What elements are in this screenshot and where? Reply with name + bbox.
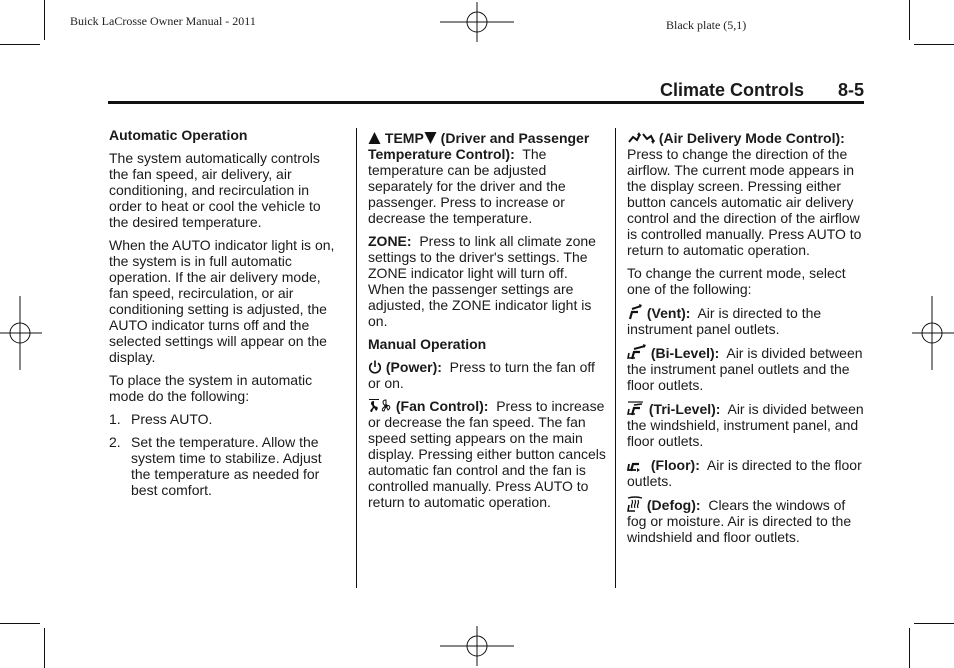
mode-up-icon (627, 131, 641, 145)
automatic-operation-heading: Automatic Operation (109, 127, 248, 143)
column-divider (615, 128, 616, 588)
temp-label: TEMP (384, 130, 424, 146)
fan-title: (Fan Control): (395, 398, 489, 414)
section-title: Climate Controls (659, 80, 804, 100)
crop-mark (0, 623, 40, 624)
list-number: 2. (109, 434, 121, 450)
vent-paragraph (627, 304, 865, 337)
power-paragraph (368, 359, 608, 391)
crop-mark (914, 44, 954, 45)
defog-title: (Defog): (646, 497, 701, 513)
header-rule (108, 101, 864, 104)
mode-title: (Air Delivery Mode Control): (658, 130, 845, 146)
trilevel-text: Air is divided between the windshield, instrument panel, and floor outlets. (627, 401, 864, 449)
fan-low-icon (380, 399, 392, 413)
bilevel-mode-icon (627, 344, 647, 360)
floor-title: (Floor): (650, 457, 700, 473)
temp-control-title: (Driver and Passenger Temperature Control): (368, 130, 590, 162)
paragraph: The system automatically controls the fan speed, air delivery, air conditioning, and recirculation in order to heat or cool the vehicle to the desired temperature. (109, 150, 321, 230)
list-item (109, 411, 339, 427)
paragraph: When the AUTO indicator light is on, the system is in full automatic operation. If the air delivery mode, fan speed, recirculation, or air conditioning setting is adjusted, the AUTO indicator turns off and the selected settings will appear on the display. (109, 237, 335, 365)
crop-mark (0, 44, 40, 45)
crop-mark (44, 628, 45, 668)
manual-title-meta: Buick LaCrosse Owner Manual - 2011 (70, 14, 256, 28)
defog-mode-icon (627, 496, 643, 512)
fan-text: Press to increase or decrease the fan speed. The fan speed setting appears on the main display. Pressing either button cancels automatic fan control and the fan is controlled manually. Press AUTO to return to automatic operation. (368, 398, 606, 510)
registration-mark-icon (440, 626, 514, 666)
vent-title: (Vent): (646, 305, 691, 321)
mode-down-icon (641, 131, 655, 145)
registration-mark-icon (912, 296, 954, 370)
power-text: Press to turn the fan off or on. (368, 359, 595, 391)
column-air-delivery (627, 130, 865, 552)
bilevel-paragraph (627, 344, 865, 393)
fan-paragraph (368, 398, 608, 510)
zone-text: Press to link all climate zone settings to the driver's settings. The ZONE indicator light will turn off. When the passenger settings are adjusted, the ZONE indicator light is on. (368, 233, 596, 329)
defog-text: Clears the windows of fog or moisture. Air is directed to the windshield and floor outlets. (627, 497, 852, 545)
zone-title: ZONE: (368, 233, 412, 249)
zone-paragraph (368, 233, 608, 329)
page-number: 8-5 (837, 80, 864, 100)
fan-high-icon (368, 399, 380, 413)
crop-mark (914, 623, 954, 624)
column-automatic-operation (109, 127, 339, 505)
plate-info-meta: Black plate (5,1) (666, 18, 747, 32)
floor-mode-icon (627, 456, 647, 472)
paragraph: To place the system in automatic mode do the following: (109, 372, 313, 404)
defog-paragraph (627, 496, 865, 545)
list-text: Press AUTO. (131, 411, 213, 427)
paragraph: To change the current mode, select one of the following: (627, 265, 846, 297)
temp-control-text: The temperature can be adjusted separately for the driver and the passenger. Press to increase or decrease the temperature. (368, 146, 566, 226)
registration-mark-icon (440, 2, 514, 42)
trilevel-mode-icon (627, 400, 645, 416)
bilevel-title: (Bi-Level): (650, 345, 720, 361)
list-text: Set the temperature. Allow the system time to stabilize. Adjust the temperature as needed for best comfort. (131, 434, 322, 498)
registration-mark-icon (0, 296, 42, 370)
mode-text: Press to change the direction of the airflow. The current mode appears in the display screen. Pressing either button cancels automatic air delivery control and the direction of the airflow is controlled manually. Press AUTO to return to automatic operation. (627, 146, 862, 258)
arrow-down-icon (424, 131, 437, 145)
bilevel-text: Air is divided between the instrument panel outlets and the floor outlets. (627, 345, 863, 393)
vent-text: Air is directed to the instrument panel outlets. (627, 305, 822, 337)
power-title: (Power): (385, 359, 442, 375)
crop-mark (909, 0, 910, 40)
power-icon (368, 360, 382, 374)
list-number: 1. (109, 411, 121, 427)
column-divider (356, 128, 357, 588)
trilevel-paragraph (627, 400, 865, 449)
floor-paragraph (627, 456, 865, 489)
mode-paragraph (627, 130, 865, 258)
floor-text: Air is directed to the floor outlets. (627, 457, 862, 489)
column-temperature-controls (368, 130, 608, 517)
manual-operation-heading: Manual Operation (368, 336, 487, 352)
trilevel-title: (Tri-Level): (648, 401, 721, 417)
crop-mark (909, 628, 910, 668)
vent-mode-icon (627, 304, 643, 320)
list-item (109, 434, 339, 498)
temp-control-paragraph (368, 130, 608, 226)
crop-mark (44, 0, 45, 40)
arrow-up-icon (368, 131, 381, 145)
